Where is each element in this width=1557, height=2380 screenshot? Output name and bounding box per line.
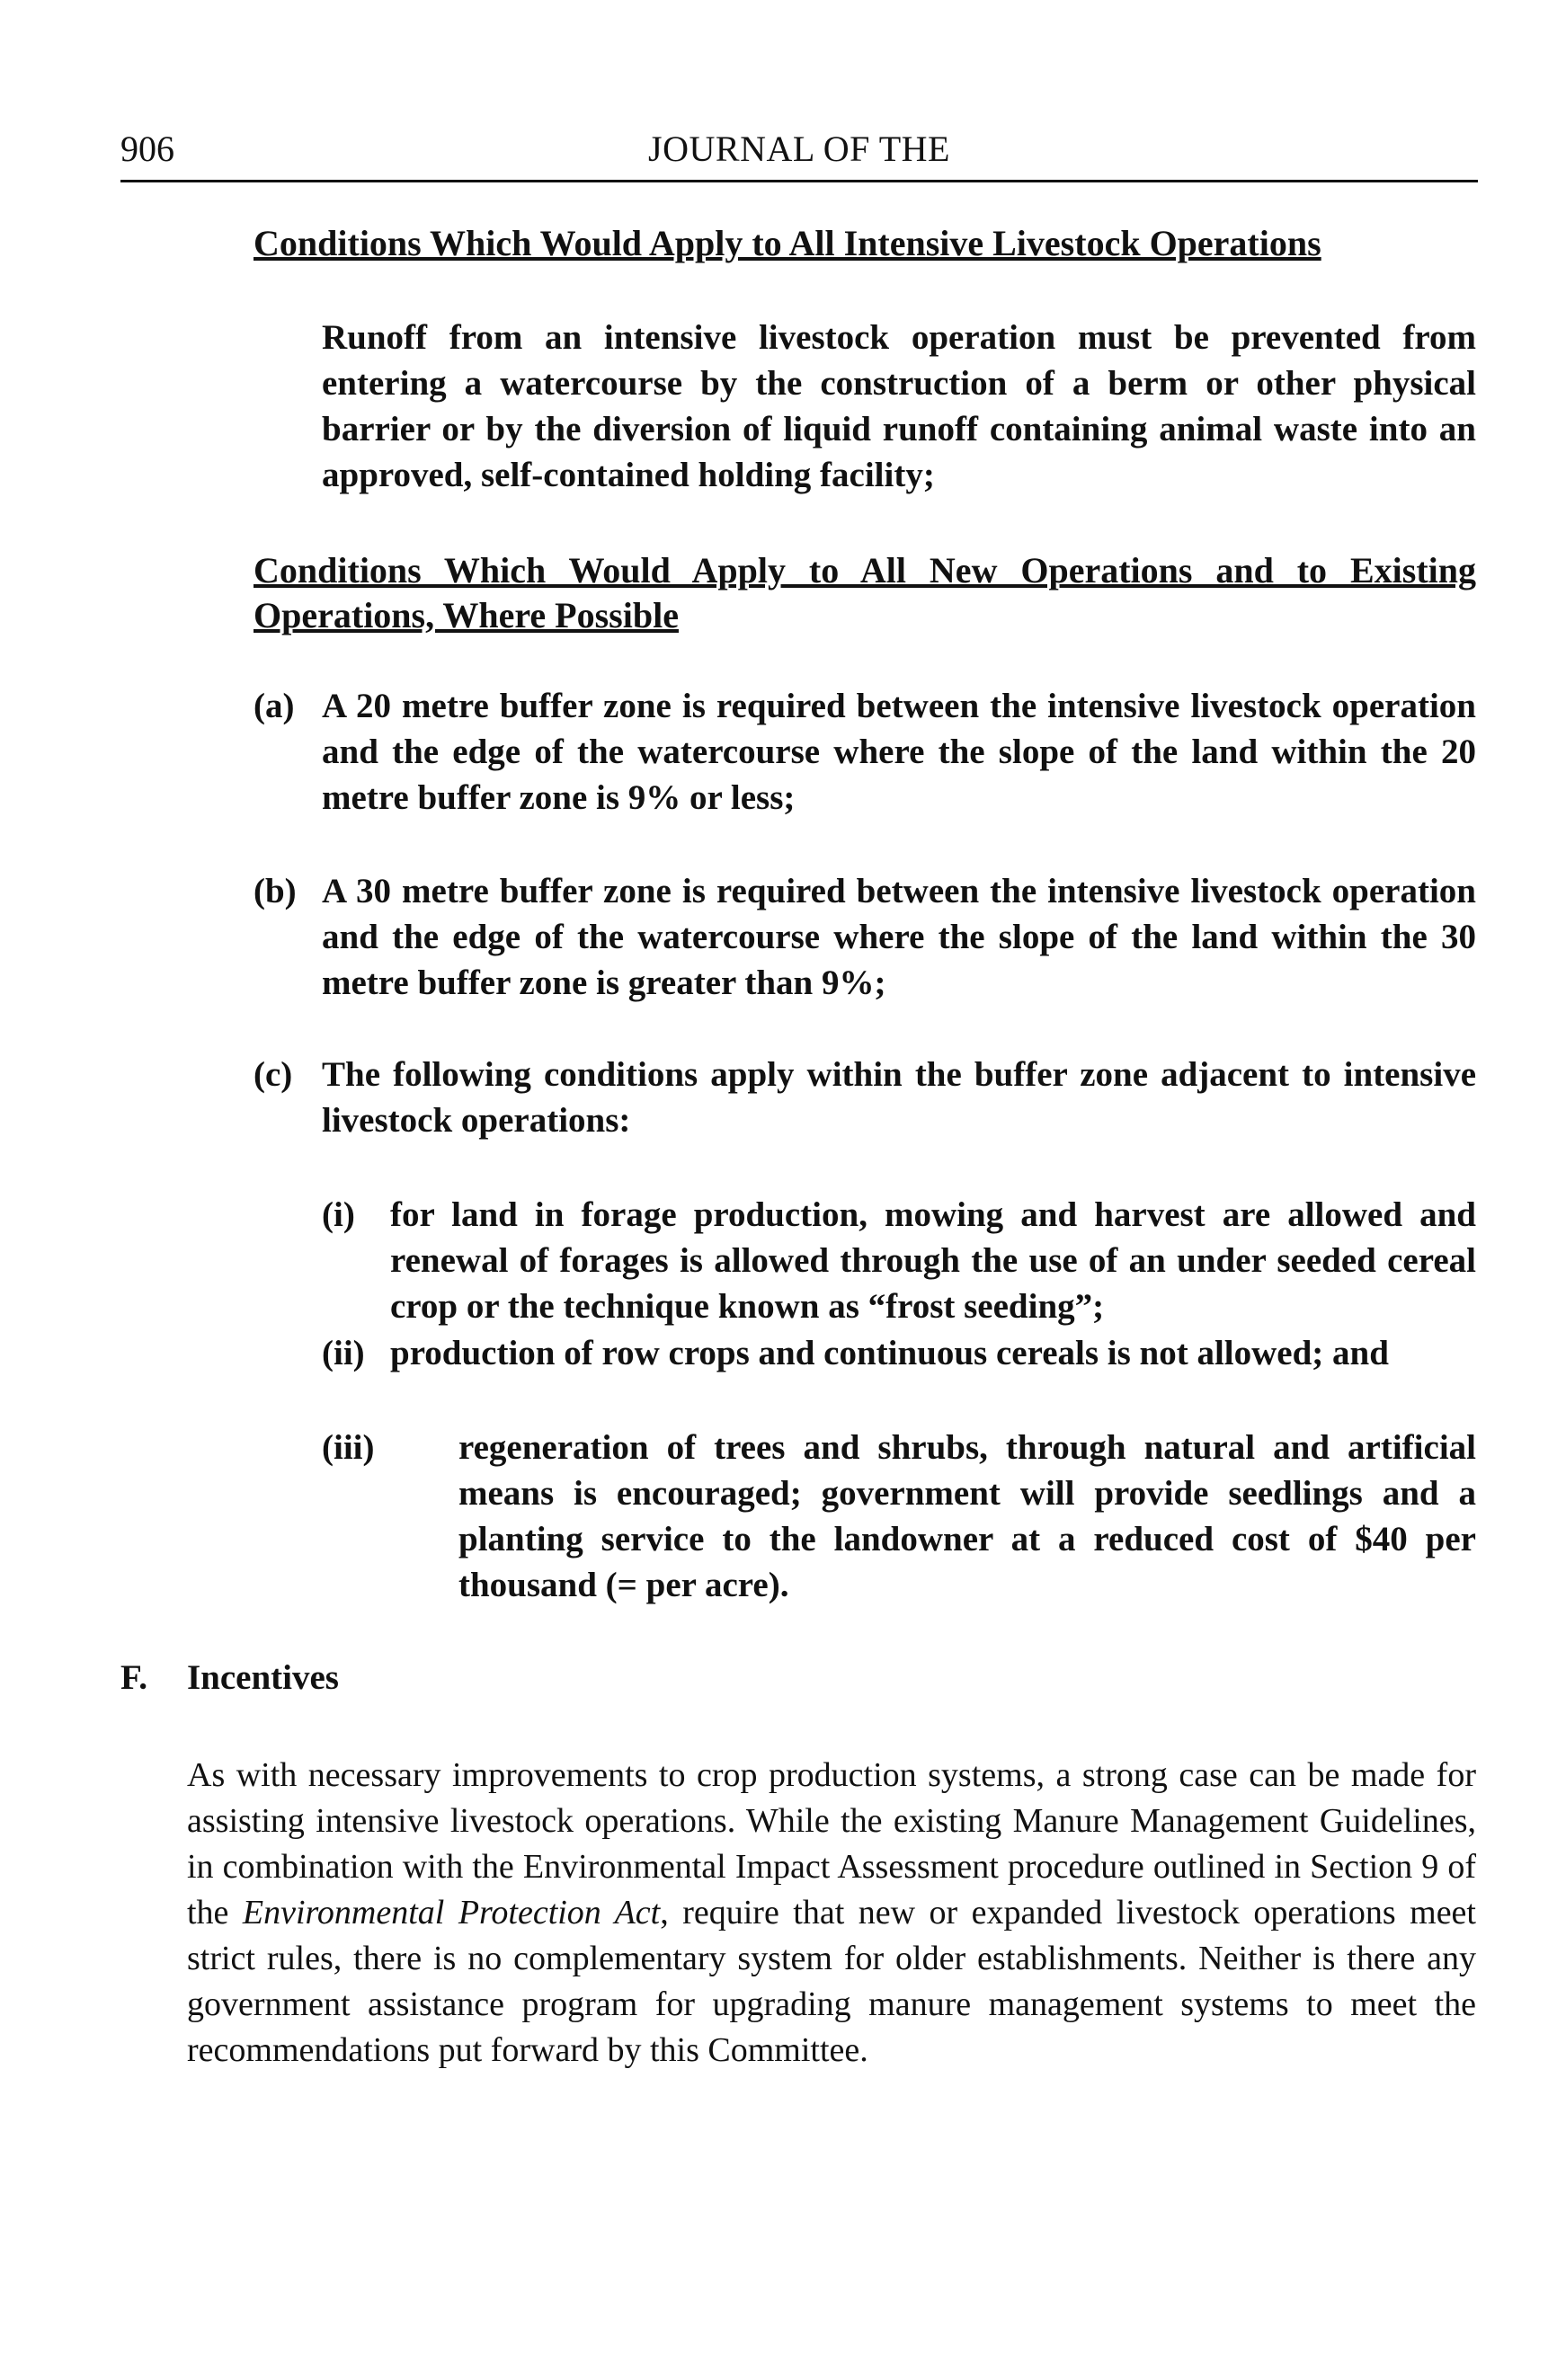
subitem-label: (iii) xyxy=(322,1428,375,1467)
list-item-c xyxy=(254,1052,1476,1150)
running-title: JOURNAL OF THE xyxy=(648,129,950,169)
section-letter: F. xyxy=(120,1658,147,1697)
subitem-text: production of row crops and continuous cereals is not allowed; and xyxy=(390,1334,1389,1372)
subitem-text: regeneration of trees and shrubs, through natural and artificial means is encouraged; government will provide seedlings and a planting service to the landowner at a reduced cost of $40 per thousand (= per acre). xyxy=(458,1428,1476,1604)
list-item-text: A 30 metre buffer zone is required between the intensive livestock operation and the edge of the watercourse where the slope of the land within the 30 metre buffer zone is greater than 9%; xyxy=(322,872,1476,1002)
list-item-label: (b) xyxy=(254,872,297,910)
section-title: Incentives xyxy=(187,1658,339,1697)
heading-new-existing: Conditions Which Would Apply to All New Operations and to Existing Operations, Where Possible xyxy=(254,550,1476,635)
paragraph-runoff: Runoff from an intensive livestock operation must be prevented from entering a watercourse by the construction of a berm or other physical barrier or by the diversion of liquid runoff containing animal waste into an approved, self-contained holding facility; xyxy=(322,318,1476,494)
page-number: 906 xyxy=(120,129,174,169)
list-item-b xyxy=(254,868,1476,1012)
paragraph-text-part2: , require that new or expanded livestock operations meet strict rules, there is no complementary system for older establishments. Neither is there any government assistance program for upgrading manure management systems to meet the recommendations put forward by this Committee. xyxy=(187,1894,1476,2069)
list-item-label: (c) xyxy=(254,1055,293,1094)
subitem-text: for land in forage production, mowing and harvest are allowed and renewal of forages is allowed through the use of an under seeded cereal crop or the technique known as “frost seeding”; xyxy=(390,1195,1476,1326)
heading-all-intensive: Conditions Which Would Apply to All Intensive Livestock Operations xyxy=(254,223,1321,263)
page-header xyxy=(120,126,1478,182)
subitem-label: (ii) xyxy=(322,1334,365,1372)
subitem-i xyxy=(322,1192,1476,1336)
list-item-label: (a) xyxy=(254,687,295,725)
paragraph-incentives xyxy=(187,1753,1476,2074)
list-item-a xyxy=(254,683,1476,827)
subitem-ii xyxy=(322,1330,1476,1425)
subitem-label: (i) xyxy=(322,1195,355,1234)
list-item-text: A 20 metre buffer zone is required between the intensive livestock operation and the edge of the watercourse where the slope of the land within the 20 metre buffer zone is 9% or less; xyxy=(322,687,1476,817)
list-item-text: The following conditions apply within the buffer zone adjacent to intensive livestock operations: xyxy=(322,1055,1476,1140)
paragraph-text-part1: As with necessary improvements to crop production systems, a strong case can be made for assisting intensive livestock operations. While the existing Manure Management Guidelines, in combination with the Environmental Impact Assessment procedure outlined in Section 9 of the xyxy=(187,1756,1476,1932)
act-title: Environmental Protection Act xyxy=(242,1894,661,1932)
subitem-iii xyxy=(322,1425,1476,1613)
